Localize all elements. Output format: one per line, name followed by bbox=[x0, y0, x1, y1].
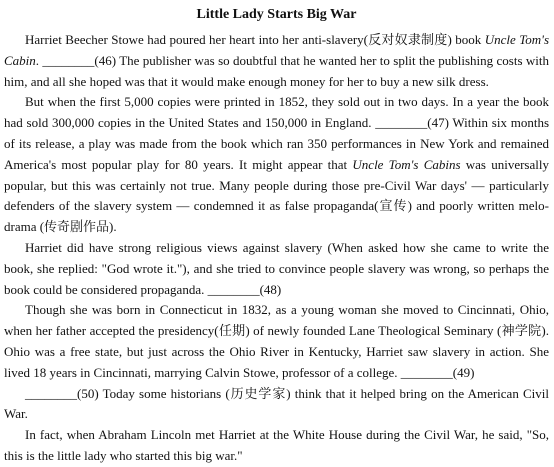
paragraph-text: ________(50) Today some historians (历史学家) think that it helped bring on the American Civil War. bbox=[4, 385, 549, 422]
paragraph-text: . ________(46) The publisher was so doubtful that he wanted her to split the publishing costs with him, and all she hoped was that it would make enough money for her to buy a new silk dress. bbox=[4, 52, 549, 89]
document-title: Little Lady Starts Big War bbox=[196, 7, 357, 22]
paragraph-text: Harriet Beecher Stowe had poured her heart into her anti-slavery(反对奴隶制度) book bbox=[25, 32, 485, 47]
paragraph-text: In fact, when Abraham Lincoln met Harriet at the White House during the Civil War, he said, "So, this is the little lady who started this big war." bbox=[4, 427, 549, 463]
paragraph-text: was universally popular, but this was certainly not true. Many people during those pre-Civil War days' — particularly defenders of the slavery system — condemned it as false propaganda(宣传) and poorly written melo-drama (传奇剧作品). bbox=[4, 156, 549, 235]
paragraph-5 bbox=[4, 384, 549, 426]
paragraph-text: Harriet did have strong religious views against slavery (When asked how she came to write the book, she replied: "God wrote it."), and she tried to convince people slavery was wrong, so perhaps the book could be considered propaganda. ________(48) bbox=[4, 239, 549, 297]
paragraph-4 bbox=[4, 300, 549, 383]
book-title-text: Uncle Tom's Cabin bbox=[4, 32, 549, 68]
book-title-text: Uncle Tom's Cabins bbox=[352, 156, 461, 172]
paragraph-6 bbox=[4, 425, 549, 467]
paragraph-text: Though she was born in Connecticut in 1832, as a young woman she moved to Cincinnati, Ohio, when her father accepted the presidency(任期) of newly founded Lane Theological Seminary (神学院). Ohio was a free state, but just across the Ohio River in Kentucky, Harriet saw slavery in action. She lived 18 years in Cincinnati, marrying Calvin Stowe, professor of a college. ________(49) bbox=[4, 302, 549, 380]
paragraph-1 bbox=[4, 30, 549, 92]
document-body bbox=[4, 30, 549, 467]
paragraph-3 bbox=[4, 238, 549, 300]
paragraph-text: But when the first 5,000 copies were printed in 1852, they sold out in two days. In a year the book had sold 300,000 copies in the United States and 150,000 in England. ________(47) Within six months of its release, a play was made from the book which ran 350 performances in New York and remained America's most popular play for 80 years. It might appear that bbox=[4, 94, 549, 172]
paragraph-2 bbox=[4, 92, 549, 238]
